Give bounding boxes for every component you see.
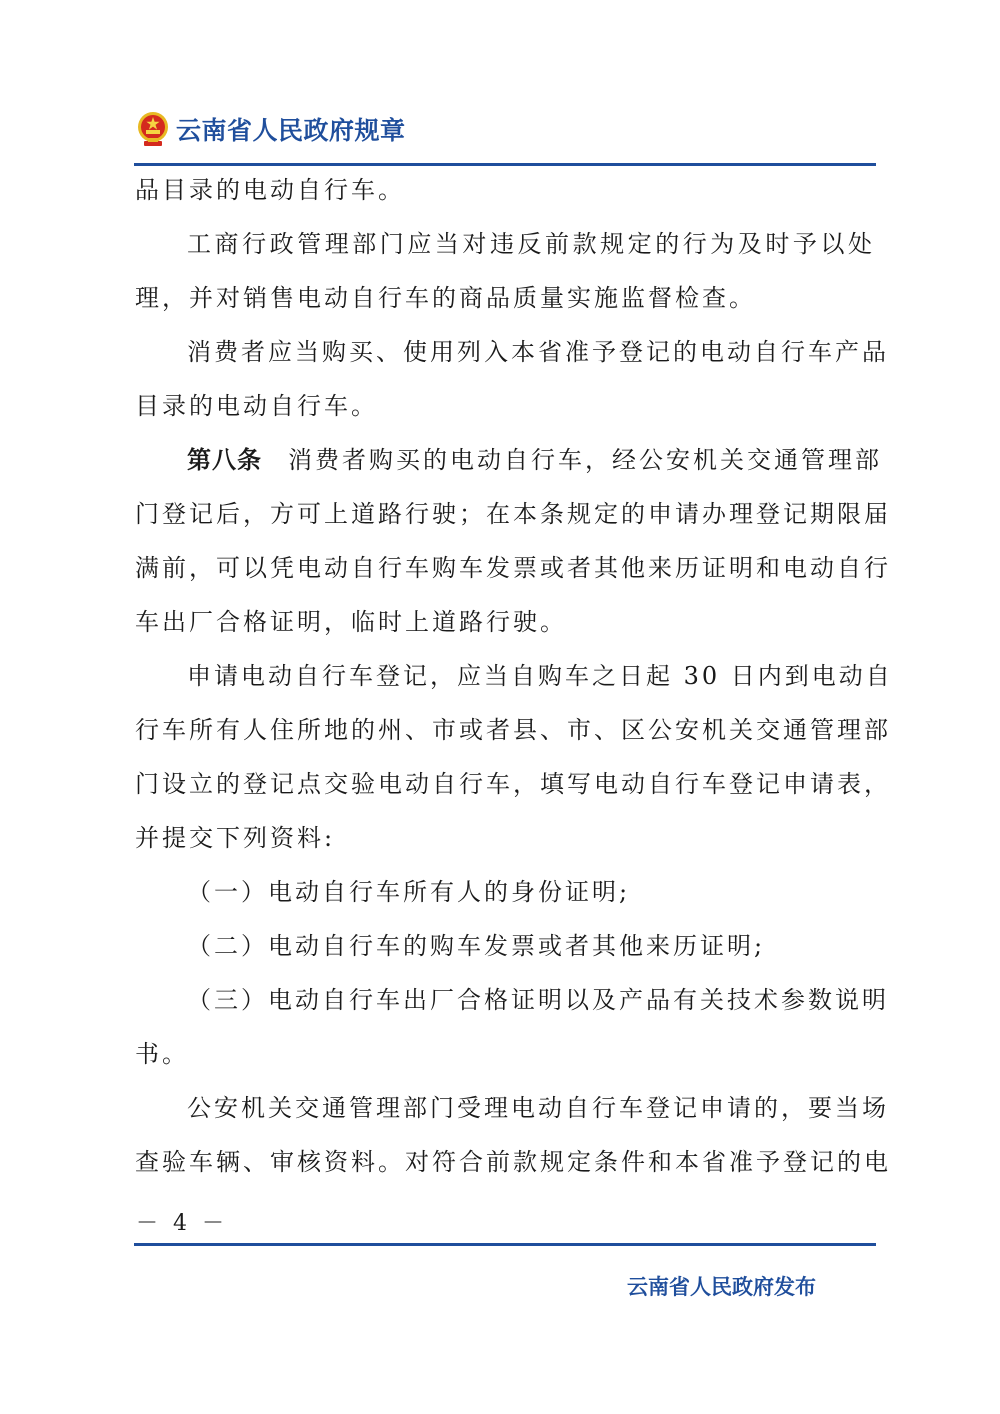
page-header bbox=[136, 106, 406, 152]
national-emblem-icon bbox=[136, 110, 170, 148]
text-line: 公安机关交通管理部门受理电动自行车登记申请的，要当场 bbox=[187, 1094, 889, 1122]
text-line: 申请电动自行车登记，应当自购车之日起 30 日内到电动自 bbox=[187, 662, 893, 690]
text-line: 满前，可以凭电动自行车购车发票或者其他来历证明和电动自行 bbox=[135, 554, 891, 582]
text-line: 车出厂合格证明，临时上道路行驶。 bbox=[135, 608, 567, 636]
list-item: （二）电动自行车的购车发票或者其他来历证明; bbox=[187, 932, 766, 960]
article-label: 第八条 bbox=[187, 446, 262, 474]
list-item: （一）电动自行车所有人的身份证明; bbox=[187, 878, 631, 906]
text-line: 门登记后，方可上道路行驶；在本条规定的申请办理登记期限届 bbox=[135, 500, 891, 528]
article-line bbox=[135, 445, 882, 475]
article-text: 消费者购买的电动自行车，经公安机关交通管理部 bbox=[288, 446, 882, 474]
page-number: － 4 － bbox=[136, 1211, 228, 1236]
text-line: 行车所有人住所地的州、市或者县、市、区公安机关交通管理部 bbox=[135, 716, 891, 744]
text-line: 书。 bbox=[135, 1040, 189, 1068]
text-line: 工商行政管理部门应当对违反前款规定的行为及时予以处 bbox=[187, 230, 875, 258]
text-line: 并提交下列资料: bbox=[135, 824, 336, 852]
header-divider bbox=[134, 163, 876, 166]
text-line: 查验车辆、审核资料。对符合前款规定条件和本省准予登记的电 bbox=[135, 1148, 891, 1176]
header-title: 云南省人民政府规章 bbox=[176, 116, 406, 145]
list-item: （三）电动自行车出厂合格证明以及产品有关技术参数说明 bbox=[187, 986, 889, 1014]
text-line: 目录的电动自行车。 bbox=[135, 392, 378, 420]
text-line: 理，并对销售电动自行车的商品质量实施监督检查。 bbox=[135, 284, 756, 312]
footer-divider bbox=[134, 1243, 876, 1246]
text-line: 消费者应当购买、使用列入本省准予登记的电动自行车产品 bbox=[187, 338, 889, 366]
text-line: 门设立的登记点交验电动自行车，填写电动自行车登记申请表， bbox=[135, 770, 891, 798]
text-line: 品目录的电动自行车。 bbox=[135, 176, 405, 204]
footer-publisher: 云南省人民政府发布 bbox=[627, 1275, 816, 1299]
